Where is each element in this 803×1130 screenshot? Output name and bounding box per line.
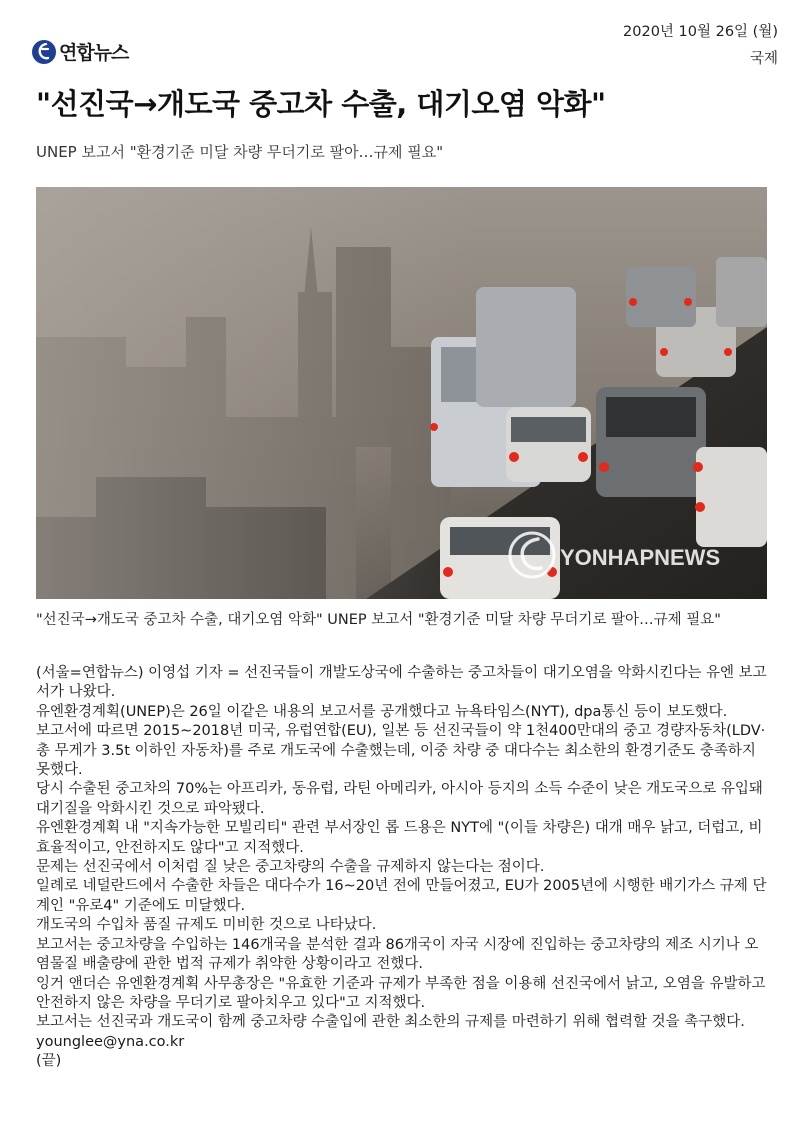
publish-date: 2020년 10월 26일 (월)	[623, 24, 778, 40]
paragraph: 당시 수출된 중고차의 70%는 아프리카, 동유럽, 라틴 아메리카, 아시아 등지의 소득 수준이 낮은 개도국으로 유입돼 대기질을 악화시킨 것으로 파악됐다.	[36, 781, 763, 817]
paragraph: 개도국의 수입차 품질 규제도 미비한 것으로 나타났다.	[36, 917, 377, 934]
paragraph: 유엔환경계획 내 "지속가능한 모빌리티" 관련 부서장인 롭 드용은 NYT에 "(이들 차량은) 대개 매우 낡고, 더럽고, 비효율적이고, 안전하지도 않다"고 지적했다.	[36, 820, 763, 856]
paragraph: 유엔환경계획(UNEP)은 26일 이같은 내용의 보고서를 공개했다고 뉴욕타임스(NYT), dpa통신 등이 보도했다.	[36, 703, 728, 720]
end-mark: (끝)	[36, 1053, 62, 1070]
yonhap-logo	[32, 38, 128, 65]
paragraph: (서울=연합뉴스) 이영섭 기자 = 선진국들이 개발도상국에 수출하는 중고차들이 대기오염을 악화시킨다는 유엔 보고서가 나왔다.	[36, 665, 767, 701]
photo-caption: "선진국→개도국 중고차 수출, 대기오염 악화" UNEP 보고서 "환경기준 미달 차량 무더기로 팔아…규제 필요"	[36, 612, 721, 628]
paragraph: 보고서는 중고차량을 수입하는 146개국을 분석한 결과 86개국이 자국 시장에 진입하는 중고차량의 제조 시기나 오염물질 배출량에 관한 법적 규제가 취약한 상황이라고 전했다.	[36, 936, 759, 973]
article-title: "선진국→개도국 중고차 수출, 대기오염 악화"	[36, 87, 606, 121]
paragraph: 잉거 앤더슨 유엔환경계획 사무총장은 "유효한 기준과 규제가 부족한 점을 이용해 선진국에서 낡고, 오염을 유발하고 안전하지 않은 차량을 무더기로 팔아치우고 있다"고 지적했다.	[36, 975, 766, 1011]
author-email: younglee@yna.co.kr	[36, 1033, 185, 1050]
logo-text: 연합뉴스	[59, 42, 129, 64]
article-body	[36, 664, 772, 1072]
paragraph: 일례로 네덜란드에서 수출한 차들은 대다수가 16∼20년 전에 만들어졌고, EU가 2005년에 시행한 배기가스 규제 단계인 "유로4" 기준에도 미달했다.	[36, 878, 767, 914]
paragraph: 보고서는 선진국과 개도국이 함께 중고차량 수출입에 관한 최소한의 규제를 마련하기 위해 협력할 것을 촉구했다.	[36, 1014, 745, 1031]
yonhap-logo-icon	[32, 40, 56, 64]
article-subtitle: UNEP 보고서 "환경기준 미달 차량 무더기로 팔아…규제 필요"	[36, 143, 444, 161]
article-photo	[36, 187, 767, 599]
section-label: 국제	[749, 51, 778, 67]
paragraph: 보고서에 따르면 2015∼2018년 미국, 유럽연합(EU), 일본 등 선진국들이 약 1천400만대의 중고 경량자동차(LDV·총 무게가 3.5t 이하인 자동차)를 주로 개도국에 수출했는데, 이중 차량 중 대다수는 최소한의 환경기준도 충족하지 못했다.	[36, 723, 766, 779]
watermark-text: YONHAPNEWS	[560, 545, 721, 570]
paragraph: 문제는 선진국에서 이처럼 질 낮은 중고차량의 수출을 규제하지 않는다는 점이다.	[36, 859, 545, 876]
